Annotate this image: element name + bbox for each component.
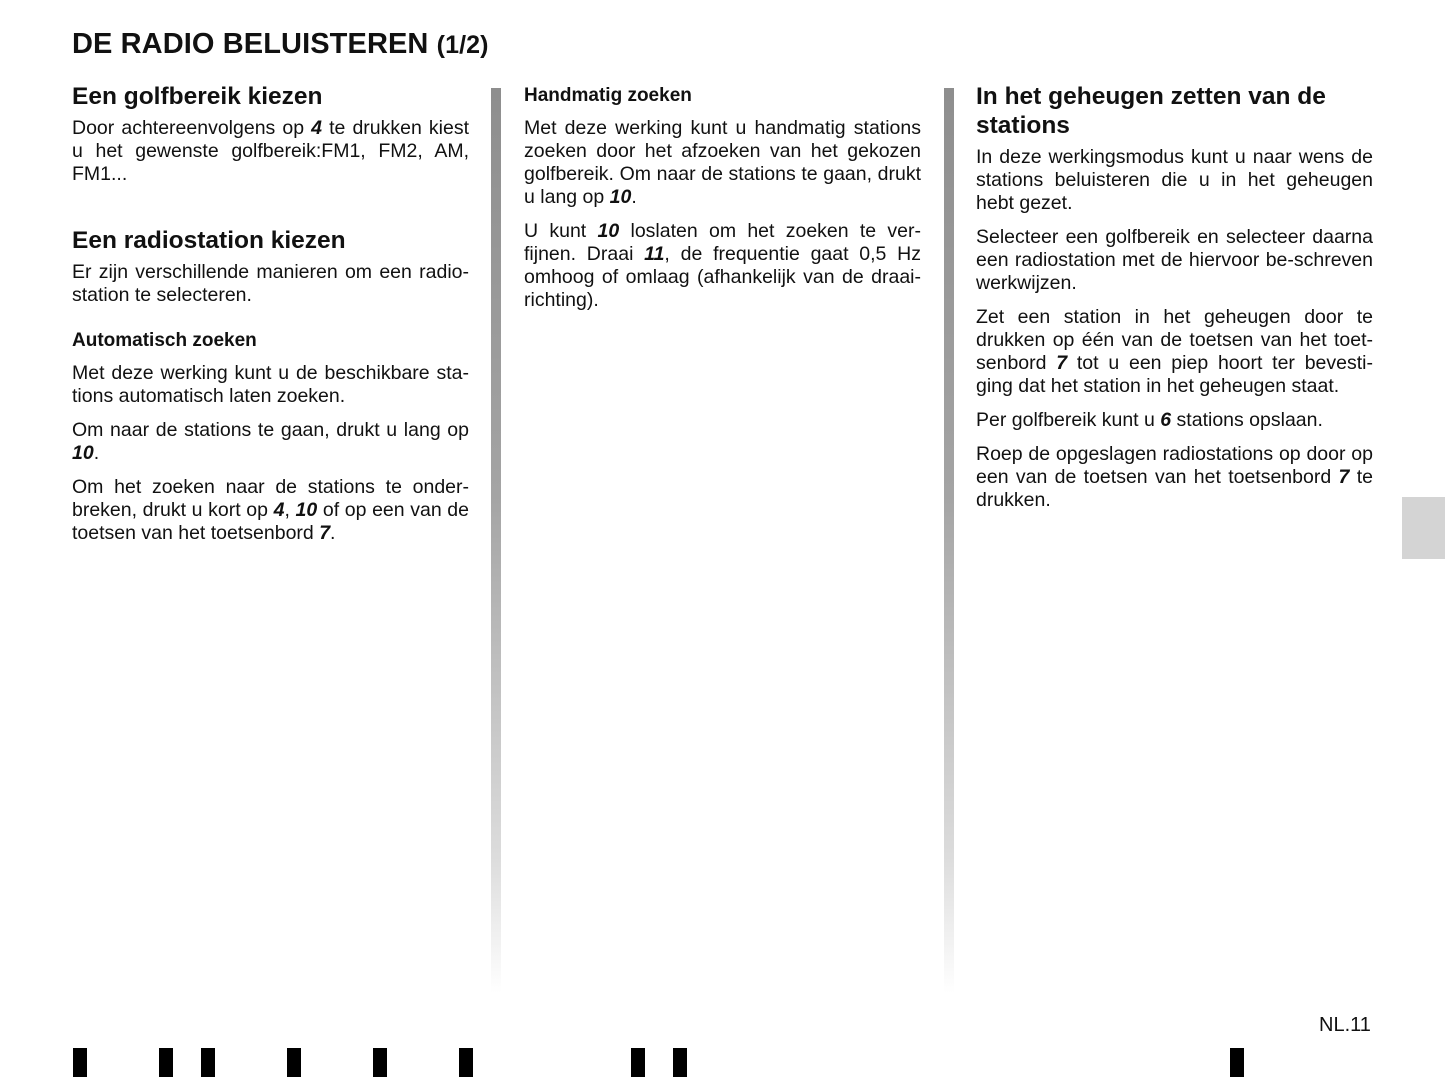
key-ref-7: 7 — [319, 522, 331, 544]
print-mark — [373, 1048, 387, 1077]
heading-handmatig-zoeken: Handmatig zoeken — [524, 85, 692, 106]
key-ref-10: 10 — [597, 220, 620, 242]
print-mark — [459, 1048, 473, 1077]
key-ref-10: 10 — [72, 442, 94, 464]
key-ref-4: 4 — [311, 117, 323, 139]
print-mark — [673, 1048, 687, 1077]
heading-automatisch-zoeken: Automatisch zoeken — [72, 330, 257, 351]
print-mark — [201, 1048, 215, 1077]
page-title-main: DE RADIO BELUISTEREN — [72, 28, 429, 60]
column-separator-left — [491, 88, 501, 993]
key-ref-10: 10 — [295, 499, 318, 521]
column-left — [72, 82, 469, 556]
paragraph-geheugen-1: In deze werkingsmodus kunt u naar wens de stations beluisteren die u in het geheugen hebt gezet. — [976, 146, 1373, 214]
chapter-tab-marker — [1402, 497, 1445, 559]
print-mark — [73, 1048, 87, 1077]
paragraph-geheugen-3: Zet een station in het geheugen door te drukken op één van de toetsen van het toet-senbord 7 tot u een piep hoort ter bevesti-ging dat het station in het geheugen staat. — [976, 306, 1373, 397]
column-right — [976, 82, 1373, 523]
key-ref-10: 10 — [609, 186, 632, 208]
key-ref-7: 7 — [1338, 466, 1350, 488]
heading-golfbereik-kiezen: Een golfbereik kiezen — [72, 83, 323, 110]
key-ref-11: 11 — [644, 243, 665, 265]
key-ref-6: 6 — [1160, 409, 1172, 431]
paragraph-handmatig-1: Met deze werking kunt u handmatig stations zoeken door het afzoeken van het gekozen golfbereik. Om naar de stations te gaan, drukt u lang op 10. — [524, 117, 921, 208]
paragraph-geheugen-5: Roep de opgeslagen radiostations op door op een van de toetsen van het toetsenbord 7 te drukken. — [976, 443, 1373, 511]
heading-radiostation-kiezen: Een radiostation kiezen — [72, 227, 346, 254]
paragraph-automatisch-3: Om het zoeken naar de stations te onder-breken, drukt u kort op 4, 10 of op een van de toetsen van het toetsenbord 7. — [72, 476, 469, 544]
key-ref-4: 4 — [273, 499, 285, 521]
column-middle — [524, 82, 921, 323]
print-mark — [1230, 1048, 1244, 1077]
page-title — [72, 28, 489, 61]
print-mark — [287, 1048, 301, 1077]
page-title-part: (1/2) — [436, 31, 489, 59]
paragraph-handmatig-2: U kunt 10 loslaten om het zoeken te ver-fijnen. Draai 11, de frequentie gaat 0,5 Hz omhoog of omlaag (afhankelijk van de draai-richting). — [524, 220, 921, 311]
paragraph-geheugen-4: Per golfbereik kunt u 6 stations opslaan. — [976, 409, 1323, 431]
column-separator-right — [944, 88, 954, 993]
heading-geheugen-stations: In het geheugen zetten van de stations — [976, 83, 1326, 139]
paragraph-automatisch-1: Met deze werking kunt u de beschikbare sta-tions automatisch laten zoeken. — [72, 362, 469, 407]
print-mark — [159, 1048, 173, 1077]
key-ref-7: 7 — [1056, 352, 1068, 374]
paragraph-geheugen-2: Selecteer een golfbereik en selecteer daarna een radiostation met de hiervoor be-schreven werkwijzen. — [976, 226, 1373, 294]
paragraph-automatisch-2: Om naar de stations te gaan, drukt u lang op 10. — [72, 419, 469, 464]
paragraph-radiostation: Er zijn verschillende manieren om een radio-station te selecteren. — [72, 261, 469, 306]
print-mark — [631, 1048, 645, 1077]
paragraph-golfbereik: Door achtereenvolgens op 4 te drukken kiest u het gewenste golfbereik:FM1, FM2, AM, FM1... — [72, 117, 470, 185]
page-number: NL.11 — [1319, 1014, 1371, 1036]
